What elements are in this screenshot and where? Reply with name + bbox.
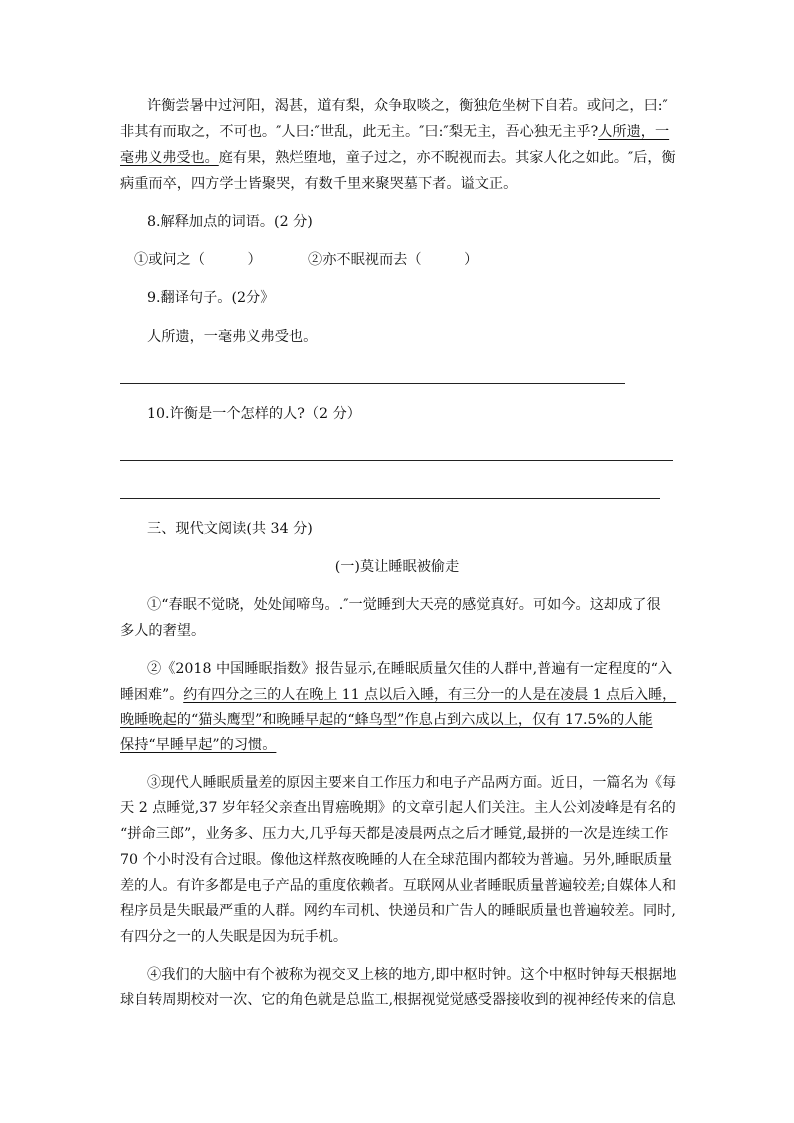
paragraph-2-line-2 xyxy=(120,685,676,705)
paragraph-3-line-6: 程序员是失眠最严重的人群。网约车司机、快递员和广告人的睡眠质量也普遍较差。同时, xyxy=(120,903,676,919)
answer-line-q9[interactable] xyxy=(120,383,625,384)
underlined-sentence-part-2: 毫弗义弗受也。 xyxy=(120,150,219,166)
classical-line-3 xyxy=(120,148,676,168)
paragraph-3-line-7: 有四分之一的人失眠是因为玩手机。 xyxy=(120,929,348,945)
section-3-heading: 三、现代文阅读(共 34 分) xyxy=(147,521,313,537)
answer-line-q10-2[interactable] xyxy=(120,498,660,499)
question-8-item-b: ②亦不眠视而去（ ） xyxy=(308,252,479,268)
paragraph-2-line-1: ②《2018 中国睡眠指数》报告显示,在睡眠质量欠佳的人群中,普遍有一定程度的“入 xyxy=(147,661,673,677)
underlined-statistic-3: 保持“早睡早起”的习惯。 xyxy=(120,737,277,753)
paragraph-1-line-2: 多人的奢望。 xyxy=(120,623,206,639)
classical-line-2-text: 非其有而取之，不可也。″人曰:″世乱，此无主。″曰:″梨无主，吾心独无主乎? xyxy=(120,124,599,140)
question-10: 10.许衡是一个怎样的人?（2 分） xyxy=(147,406,361,422)
paragraph-1-line-1: ①“春眠不觉晓，处处闻啼鸟。.″一觉睡到大天亮的感觉真好。可如今。这却成了很 xyxy=(147,597,661,613)
classical-line-1: 许衡尝暑中过河阳，渴甚，道有梨，众争取啖之，衡独危坐树下自若。或问之，曰:″ xyxy=(147,98,668,114)
question-8: 8.解释加点的词语。(2 分) xyxy=(147,214,313,230)
classical-line-4: 病重而卒，四方学士皆聚哭，有数千里来聚哭墓下者。谥文正。 xyxy=(120,176,518,192)
question-8-item-a: ①或问之（ ） xyxy=(134,252,262,268)
paragraph-3-line-4: 70 个小时没有合过眼。像他这样熬夜晚睡的人在全球范围内都较为普遍。另外,睡眠质量 xyxy=(120,852,673,868)
paragraph-3-line-1: ③现代人睡眠质量差的原因主要来自工作压力和电子产品两方面。近日，一篇名为《每 xyxy=(147,775,677,791)
underlined-sentence-part-1: 人所遗，一 xyxy=(598,124,670,140)
question-9-sentence: 人所遗，一毫弗义弗受也。 xyxy=(147,329,318,345)
classical-line-3-text: 庭有果，熟烂堕地，童子过之，亦不睨视而去。其家人化之如此。″后，衡 xyxy=(218,150,676,166)
paragraph-3-line-2: 天 2 点睡觉,37 岁年轻父亲查出胃癌晚期》的文章引起人们关注。主人公刘凌峰是有名的 xyxy=(120,800,676,816)
answer-line-q10-1[interactable] xyxy=(120,460,673,461)
underlined-statistic-1: 约有四分之三的人在晚上 11 点以后入睡，有三分一的人是在凌晨 1 点后入睡， xyxy=(183,687,677,703)
paragraph-2-line-2-text: 睡困难”。 xyxy=(120,687,184,703)
paragraph-4-line-1: ④我们的大脑中有个被称为视交叉上核的地方,即中枢时钟。这个中枢时钟每天根据地 xyxy=(147,967,677,983)
paragraph-3-line-5: 差的人。有许多都是电子产品的重度依赖者。互联网从业者睡眠质量普遍较差;自媒体人和 xyxy=(120,878,677,894)
paragraph-3-line-3: “拼命三郎”，业务多、压力大,几乎每天都是凌晨两点之后才睡覚,最拼的一次是连续工作 xyxy=(120,826,669,842)
question-9: 9.翻译句子。(2分》 xyxy=(147,290,275,306)
classical-line-2 xyxy=(120,122,669,142)
article-title: (一)莫让睡眠被偷走 xyxy=(334,559,460,575)
paragraph-4-line-2: 球自转周期校对一次、它的角色就是总监工,根据视觉觉感受器接收到的视神经传来的信息 xyxy=(120,992,676,1008)
underlined-statistic-2: 晚睡晚起的“猫头鹰型”和晚睡早起的“蜂鸟型”作息占到六成以上，仅有 17.5%的人能 xyxy=(120,712,653,728)
